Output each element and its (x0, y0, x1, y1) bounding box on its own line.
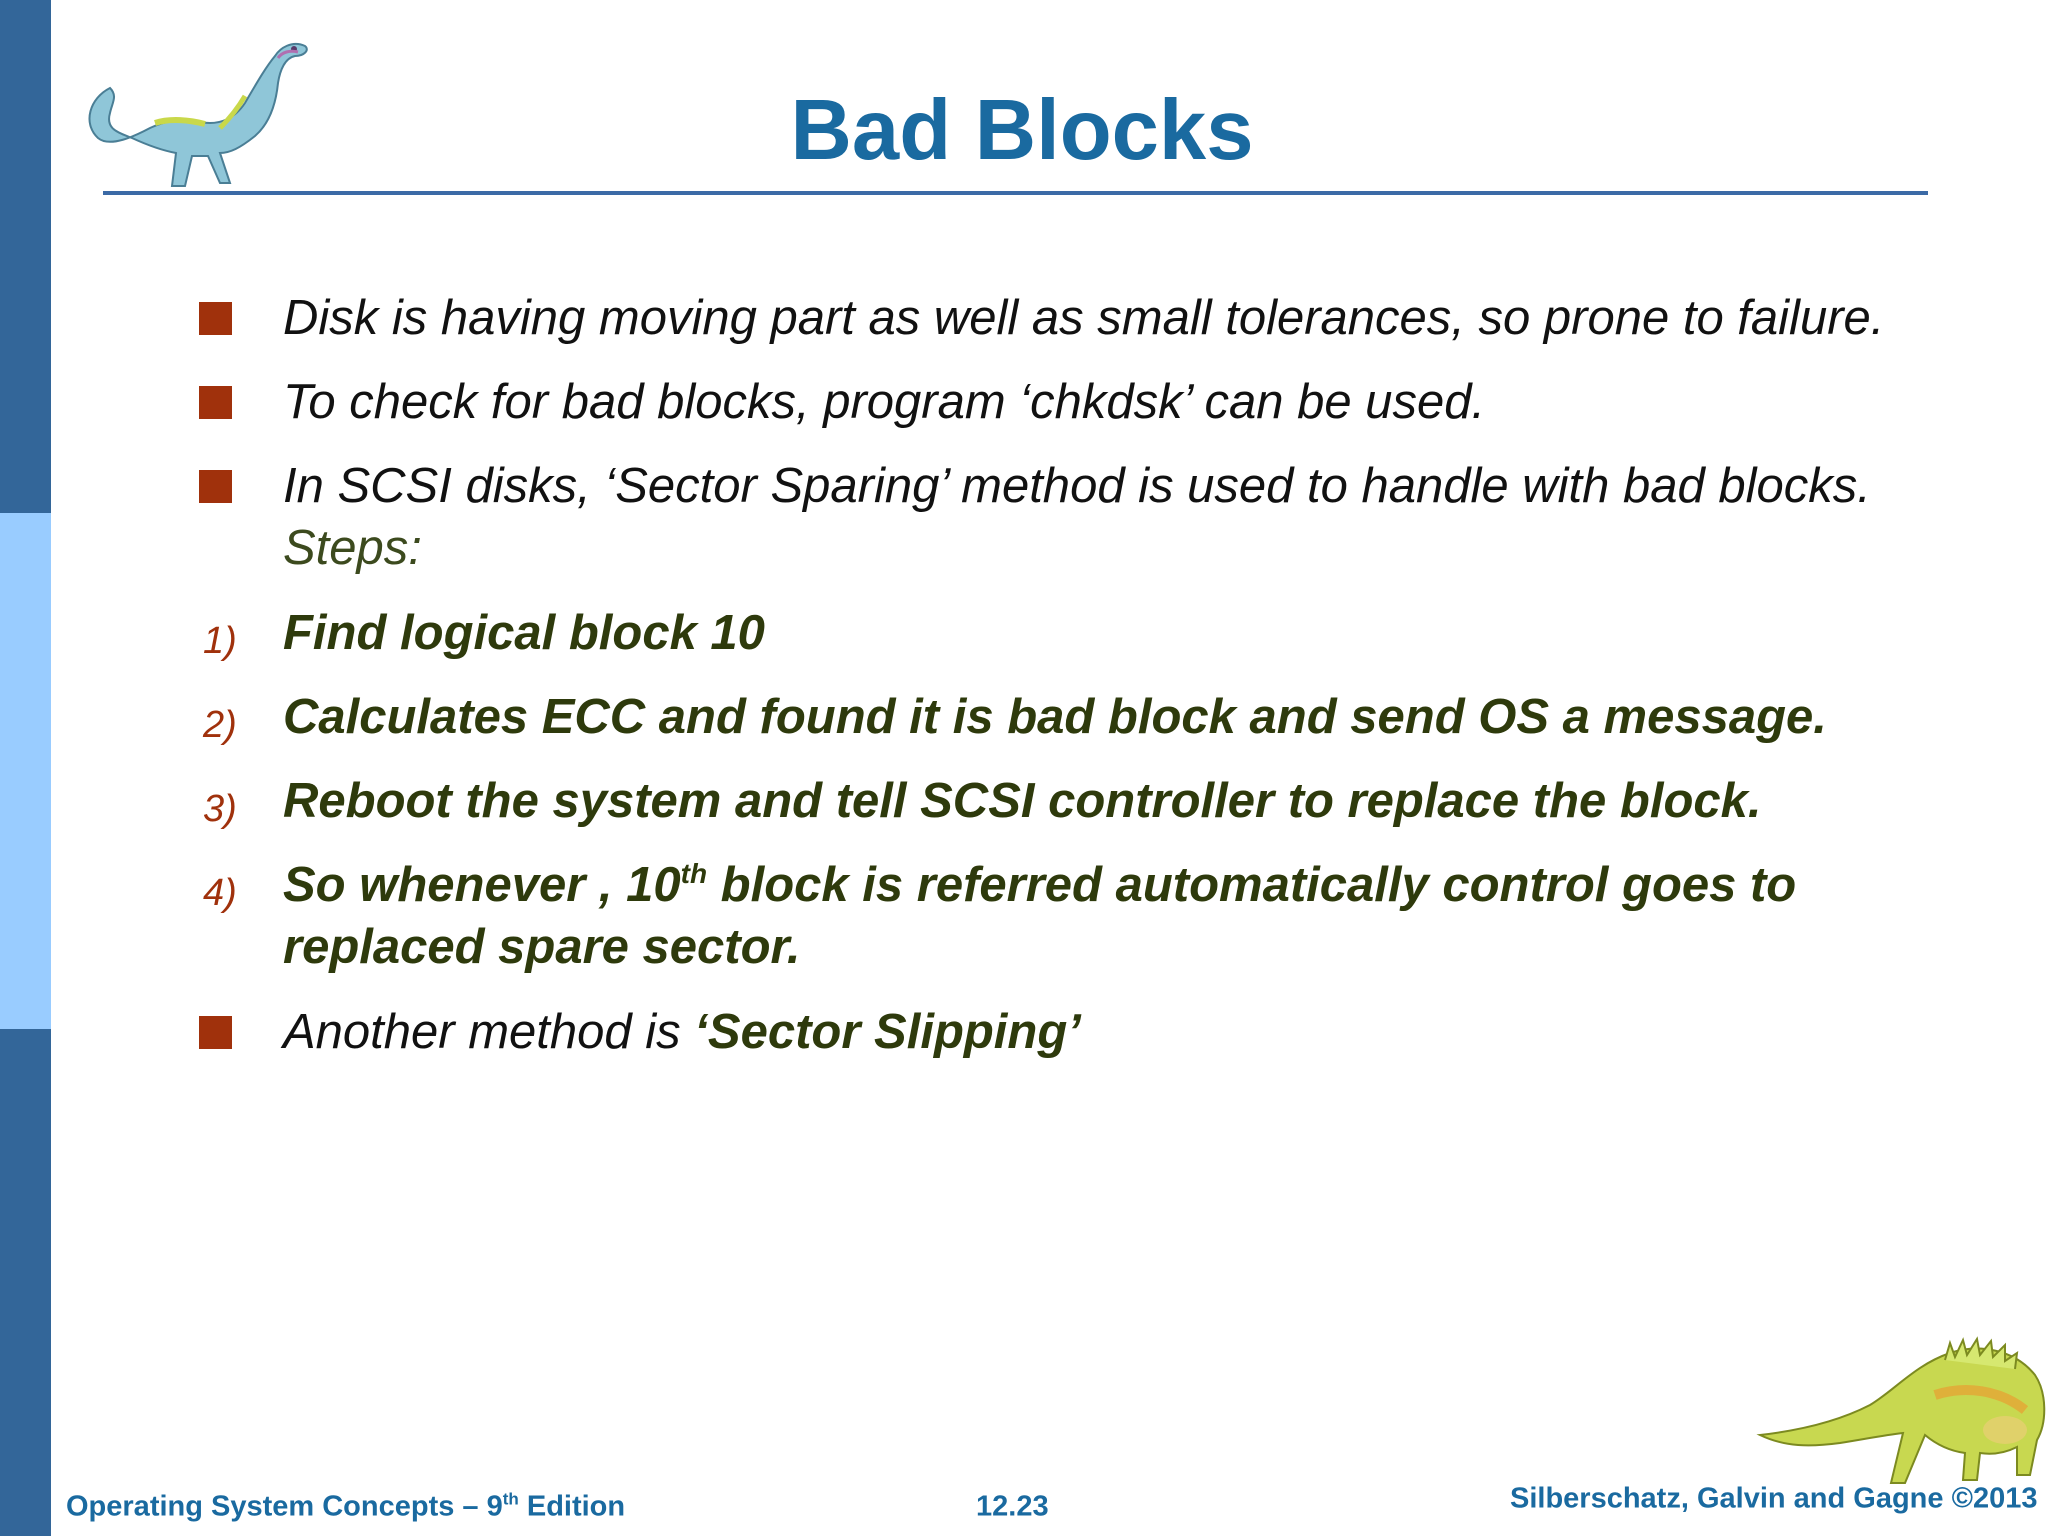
bullet-2-text: To check for bad blocks, program ‘chkdsk’ can be used. (283, 375, 1486, 429)
slide-title: Bad Blocks (790, 83, 1254, 178)
bullet-4-prefix: Another method is (283, 1005, 695, 1059)
title-underline (103, 191, 1928, 195)
footer-authors: Silberschatz, Galvin and Gagne ©2013 (1510, 1482, 2038, 1515)
step-4-text-part-a: So whenever , 10 (283, 858, 681, 912)
bullet-square-icon (199, 470, 232, 503)
step-4-number: 4) (203, 872, 237, 914)
step-3-number: 3) (203, 788, 237, 830)
step-4-text-continued: replaced spare sector. (283, 920, 801, 974)
bullet-4-text (283, 1002, 1081, 1063)
bullet-3-text: In SCSI disks, ‘Sector Sparing’ method is used to handle with bad blocks. (283, 459, 1871, 513)
sidebar-middle-band (0, 513, 51, 1029)
bullet-square-icon (199, 386, 232, 419)
slide-title-wrap (0, 82, 2048, 180)
footer-superscript: th (502, 1489, 519, 1509)
bullet-square-icon (199, 1016, 232, 1049)
footer-page-number: 12.23 (976, 1490, 1049, 1523)
bullet-1-text: Disk is having moving part as well as small tolerances, so prone to failure. (283, 291, 1885, 345)
step-1-text: Find logical block 10 (283, 606, 765, 660)
step-2-text: Calculates ECC and found it is bad block and send OS a message. (283, 690, 1827, 744)
step-3-text: Reboot the system and tell SCSI controller to replace the block. (283, 774, 1762, 828)
dinosaur-bottom-logo-icon (1755, 1335, 2048, 1489)
step-2-number: 2) (203, 704, 237, 746)
bullet-4-emphasis: ‘Sector Slipping’ (694, 1005, 1081, 1059)
step-4-superscript: th (680, 858, 708, 889)
steps-label: Steps: (283, 521, 422, 575)
sidebar-top-band (0, 0, 51, 513)
step-4-text (283, 855, 1796, 916)
footer-left (66, 1491, 625, 1524)
footer-edition: Edition (518, 1490, 626, 1523)
step-1-number: 1) (203, 620, 237, 662)
sidebar-bottom-band (0, 1029, 51, 1536)
bullet-square-icon (199, 302, 232, 335)
step-4-text-part-b: block is referred automatically control goes to (707, 858, 1797, 912)
footer-book-title: Operating System Concepts – 9 (66, 1490, 503, 1523)
